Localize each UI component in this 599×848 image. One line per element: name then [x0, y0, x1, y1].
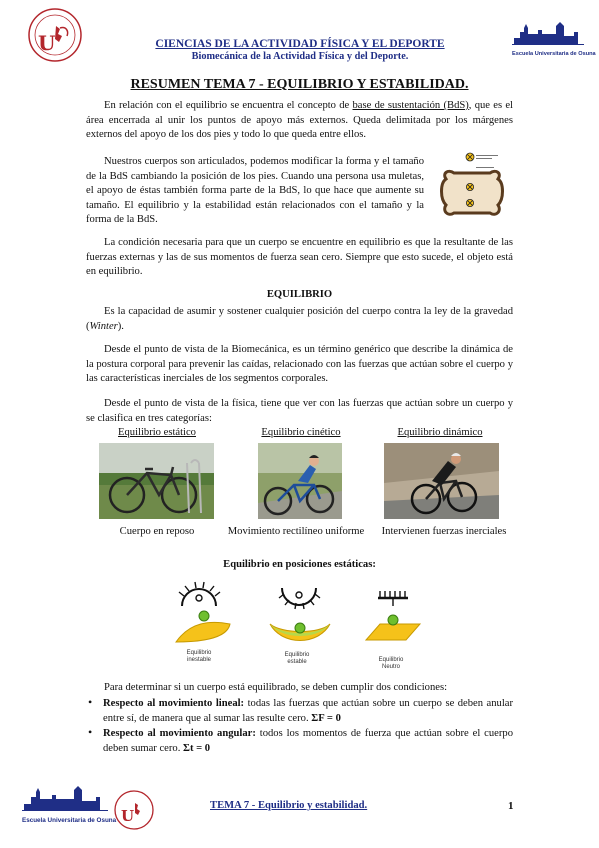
caption-dynamic: Intervienen fuerzas inerciales [381, 526, 507, 537]
condition-linear [103, 697, 513, 726]
photo-cyclist-leaning [384, 443, 499, 519]
base-support-illustration [432, 151, 512, 223]
condition-linear-text: todas las fuerzas que actúan sobre un cuerpo se deben anular entre sí, de manera que al sumar las resulte cero. [103, 698, 514, 724]
paragraph-definition [86, 305, 513, 334]
section-heading-equilibrio: EQUILIBRIO [266, 289, 333, 300]
label-neutral: Equilibrio Neutro [378, 657, 404, 670]
photo-parked-bicycle [99, 443, 214, 519]
svg-text:U: U [121, 807, 135, 825]
footer-topic: TEMA 7 - Equilibrio y estabilidad. [210, 800, 368, 811]
bullet-2: • [88, 725, 93, 739]
label-stable: Equilibrio estable [284, 652, 310, 665]
footer-school-logo-text: Escuela Universitaria de Osuna [22, 817, 117, 824]
footer-university-crest [112, 788, 156, 832]
paragraph-physics: Desde el punto de vista de la física, tiene que ver con las fuerzas que actúan sobre un cuerpo y se clasifica en tres categorías: [86, 398, 513, 424]
definition-text-b: ). [117, 320, 124, 332]
school-logo-text: Escuela Universitaria de Osuna [512, 51, 596, 57]
svg-text:U: U [38, 31, 56, 55]
definition-text-a: Es la capacidad de asumir y sostener cualquier posición del cuerpo contra la ley de la gravedad ( [86, 306, 513, 332]
footer-school-logo [22, 784, 117, 824]
paragraph-bds-text-b: , que es el área encerrada al unir los puntos de apoyo más externos. Queda delimitada por los márgenes externos del apoyo de los dos pies y todo lo que queda entre ellos. [86, 100, 513, 141]
category-title-kinetic: Equilibrio cinético [261, 427, 341, 438]
paragraph-conditions-intro: Para determinar si un cuerpo está equilibrado, se deben cumplir dos condiciones: [104, 682, 448, 693]
header-subject: Biomecánica de la Actividad Física y del Deporte. [191, 51, 409, 62]
paragraph-bds [86, 99, 513, 143]
photo-cyclist-riding [258, 443, 342, 519]
school-logo [512, 20, 596, 60]
condition-angular [103, 727, 513, 756]
condition-angular-label: Respecto al movimiento angular: [103, 728, 256, 739]
paragraph-bds-text-a: En relación con el equilibrio se encuentra el concepto de [104, 100, 353, 111]
caption-static: Cuerpo en reposo [119, 526, 195, 537]
condition-linear-label: Respecto al movimiento lineal: [103, 698, 245, 709]
paragraph-articulated-bodies: Nuestros cuerpos son articulados, podemos modificar la forma y el tamaño de la BdS cambiando la posición de los pies. Cuando una persona usa muletas, el apoyo de éstas también forma parte de la BdS, lo que hace que aumente su tamaño. El equilibrio y la estabilidad están relacionados con el tamaño y la forma de la BdS. [86, 156, 424, 226]
paragraph-biomechanics: Desde el punto de vista de la Biomecánica, es un término genérico que describe la dinámica de la postura corporal para prevenir las caídas, relacionado con las fuerzas que actúan sobre el cuerpo y las características inerciales de los segmentos corporales. [86, 344, 513, 385]
condition-angular-text: todos los momentos de fuerza que actúan sobre el cuerpo deben sumar cero. [103, 728, 513, 754]
category-title-static: Equilibrio estático [118, 427, 196, 438]
condition-angular-formula: Σt = 0 [183, 742, 211, 754]
header-course-title: CIENCIAS DE LA ACTIVIDAD FÍSICA Y EL DEPORTE [155, 38, 445, 50]
page-number: 1 [508, 800, 514, 812]
caption-kinetic: Movimiento rectilíneo uniforme [227, 526, 365, 537]
static-positions-heading: Equilibrio en posiciones estáticas: [223, 559, 376, 570]
label-unstable: Equilibrio inestable [186, 650, 212, 663]
university-crest-logo [26, 6, 84, 64]
definition-author: Winter [89, 320, 118, 332]
bds-term: base de sustentación (BdS) [352, 100, 469, 111]
bullet-1: • [88, 695, 93, 709]
condition-linear-formula: ΣF = 0 [311, 712, 341, 724]
paragraph-equilibrium-condition: La condición necesaria para que un cuerpo se encuentre en equilibrio es que la resultante de las fuerzas externas y las de sus momentos de fuerza sean cero. Siempre que esto sucede, el objeto está en equilibrio. [86, 237, 513, 278]
category-title-dynamic: Equilibrio dinámico [397, 427, 483, 438]
page-title: RESUMEN TEMA 7 - EQUILIBRIO Y ESTABILIDAD. [130, 77, 469, 92]
